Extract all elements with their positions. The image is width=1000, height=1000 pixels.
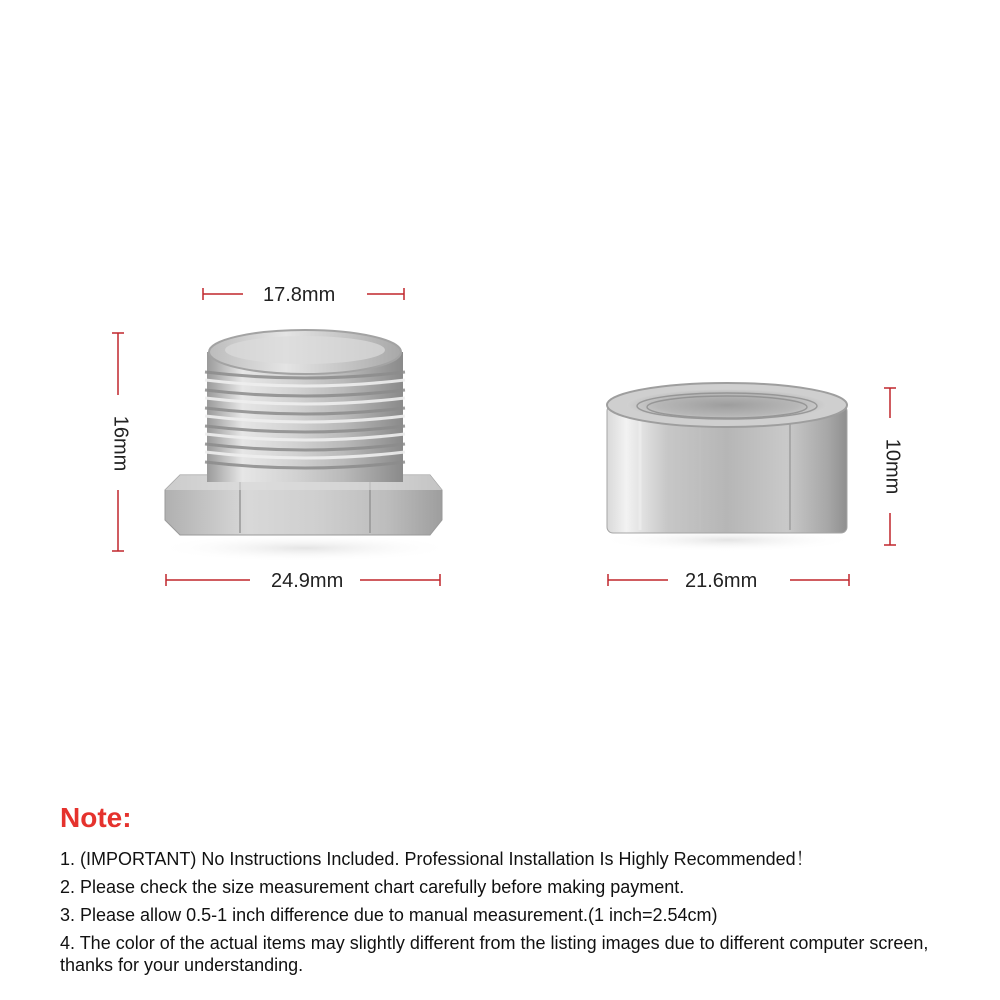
note-title: Note: xyxy=(60,802,132,833)
dimension-label-plug-height: 16mm xyxy=(109,415,132,472)
threaded-bung xyxy=(607,383,847,533)
note-item: 2. Please check the size measurement chart carefully before making payment. xyxy=(60,877,685,897)
dimension-label-thread-width: 17.8mm xyxy=(263,284,336,306)
dimension-label-bung-width: 21.6mm xyxy=(685,570,758,592)
note-item: 1. (IMPORTANT) No Instructions Included. Professional Installation Is Highly Recommended！ xyxy=(60,849,814,869)
note-list xyxy=(60,848,980,976)
note-item: 4. The color of the actual items may slightly different from the listing images due to different computer screen, thanks for your understanding. xyxy=(60,933,929,975)
note-section xyxy=(60,800,980,982)
note-item: 3. Please allow 0.5-1 inch difference due to manual measurement.(1 inch=2.54cm) xyxy=(60,905,718,925)
dimension-label-bung-height: 10mm xyxy=(881,438,904,495)
dimension-label-hex-width: 24.9mm xyxy=(271,570,344,592)
threaded-plug xyxy=(165,330,442,535)
